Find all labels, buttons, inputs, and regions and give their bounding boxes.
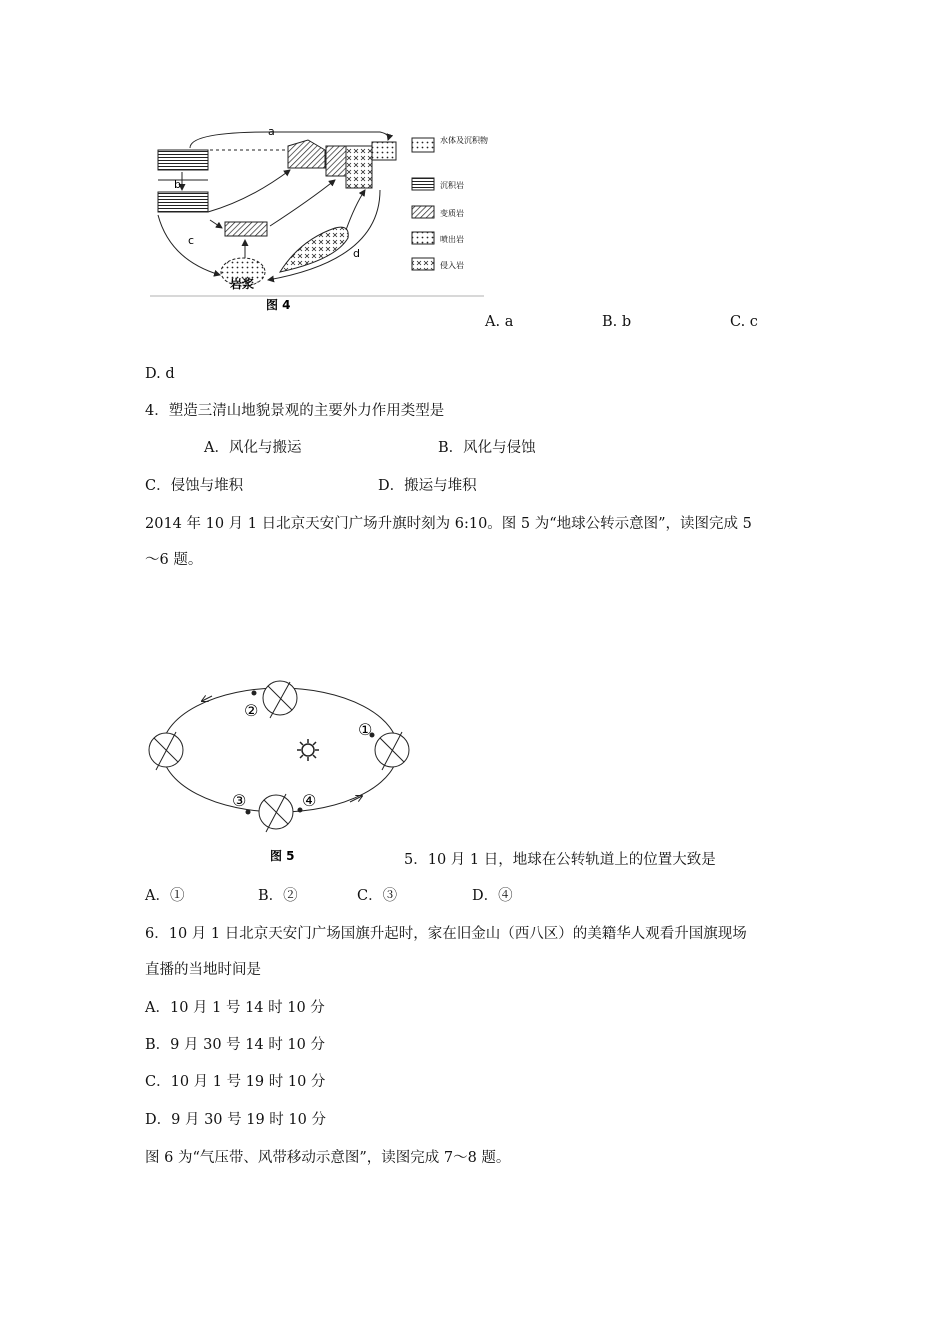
earth-top — [263, 681, 297, 718]
earth-left — [149, 732, 183, 770]
q4-option-d: D．搬运与堆积 — [378, 478, 477, 494]
sun-icon — [297, 739, 319, 761]
q4-option-b: B．风化与侵蚀 — [438, 440, 536, 456]
rock-cycle-diagram — [150, 120, 490, 320]
label-b: b — [174, 178, 181, 191]
q6-option-a: A．10 月 1 号 14 时 10 分 — [145, 1000, 325, 1016]
figure-5-caption: 图 5 — [270, 849, 295, 863]
metamorphic-mid-block — [225, 222, 267, 236]
q4-option-a: A．风化与搬运 — [204, 440, 302, 456]
sediment-block-bottom — [158, 192, 208, 212]
sediment-block-top — [158, 150, 208, 170]
earth-orbit-diagram — [140, 660, 420, 870]
marker-4: ④ — [302, 791, 317, 810]
q6-option-c: C．10 月 1 号 19 时 10 分 — [145, 1074, 326, 1090]
q5-option-c: C．③ — [357, 888, 398, 904]
label-c: c — [188, 234, 195, 247]
figure-4-caption: 图 4 — [266, 298, 291, 312]
intro-5-6-line2: ～6 题。 — [145, 552, 203, 568]
legend — [412, 135, 488, 270]
intrusive-lens — [280, 227, 348, 272]
marker-1: ① — [358, 720, 373, 739]
q5-option-a: A．① — [145, 888, 185, 904]
legend-sediment: 水体及沉积物 — [440, 136, 488, 145]
q3-option-b: B. b — [602, 314, 632, 330]
q5-stem: 5．10 月 1 日，地球在公转轨道上的位置大致是 — [404, 852, 716, 868]
legend-intrusive: 侵入岩 — [440, 261, 464, 270]
figure-4-rock-cycle — [150, 120, 490, 320]
marker-2: ② — [244, 701, 259, 720]
intrusive-block — [346, 146, 372, 188]
q6-option-d: D．9 月 30 号 19 时 10 分 — [145, 1112, 326, 1128]
q3-option-a: A. a — [485, 314, 514, 330]
q3-option-d: D. d — [145, 366, 175, 382]
legend-extrusive: 喷出岩 — [440, 235, 464, 244]
q6-stem-line2: 直播的当地时间是 — [145, 962, 261, 978]
label-a: a — [268, 125, 275, 138]
q6-stem-line1: 6．10 月 1 日北京天安门广场国旗升起时，家在旧金山（西八区）的美籍华人观看升国旗现场 — [145, 926, 747, 942]
q4-stem: 4．塑造三清山地貌景观的主要外力作用类型是 — [145, 403, 445, 419]
label-d: d — [353, 247, 360, 260]
q5-option-d: D．④ — [472, 888, 513, 904]
marker-3: ③ — [232, 791, 247, 810]
q6-option-b: B．9 月 30 号 14 时 10 分 — [145, 1037, 325, 1053]
legend-metamorphic: 变质岩 — [440, 209, 464, 218]
q3-option-c: C. c — [730, 314, 758, 330]
q4-option-c: C．侵蚀与堆积 — [145, 478, 244, 494]
earth-right — [375, 732, 409, 770]
intro-7-8: 图 6 为“气压带、风带移动示意图”，读图完成 7～8 题。 — [145, 1150, 511, 1166]
figure-5-earth-orbit — [140, 660, 420, 870]
label-magma: 岩浆 — [230, 277, 255, 291]
metamorphic-block — [288, 140, 325, 168]
q5-option-b: B．② — [258, 888, 298, 904]
earth-bottom — [259, 794, 293, 832]
legend-sedimentary: 沉积岩 — [440, 181, 464, 190]
intro-5-6-line1: 2014 年 10 月 1 日北京天安门广场升旗时刻为 6:10。图 5 为“地球公转示意图”，读图完成 5 — [145, 516, 752, 532]
extrusive-block — [372, 142, 396, 160]
